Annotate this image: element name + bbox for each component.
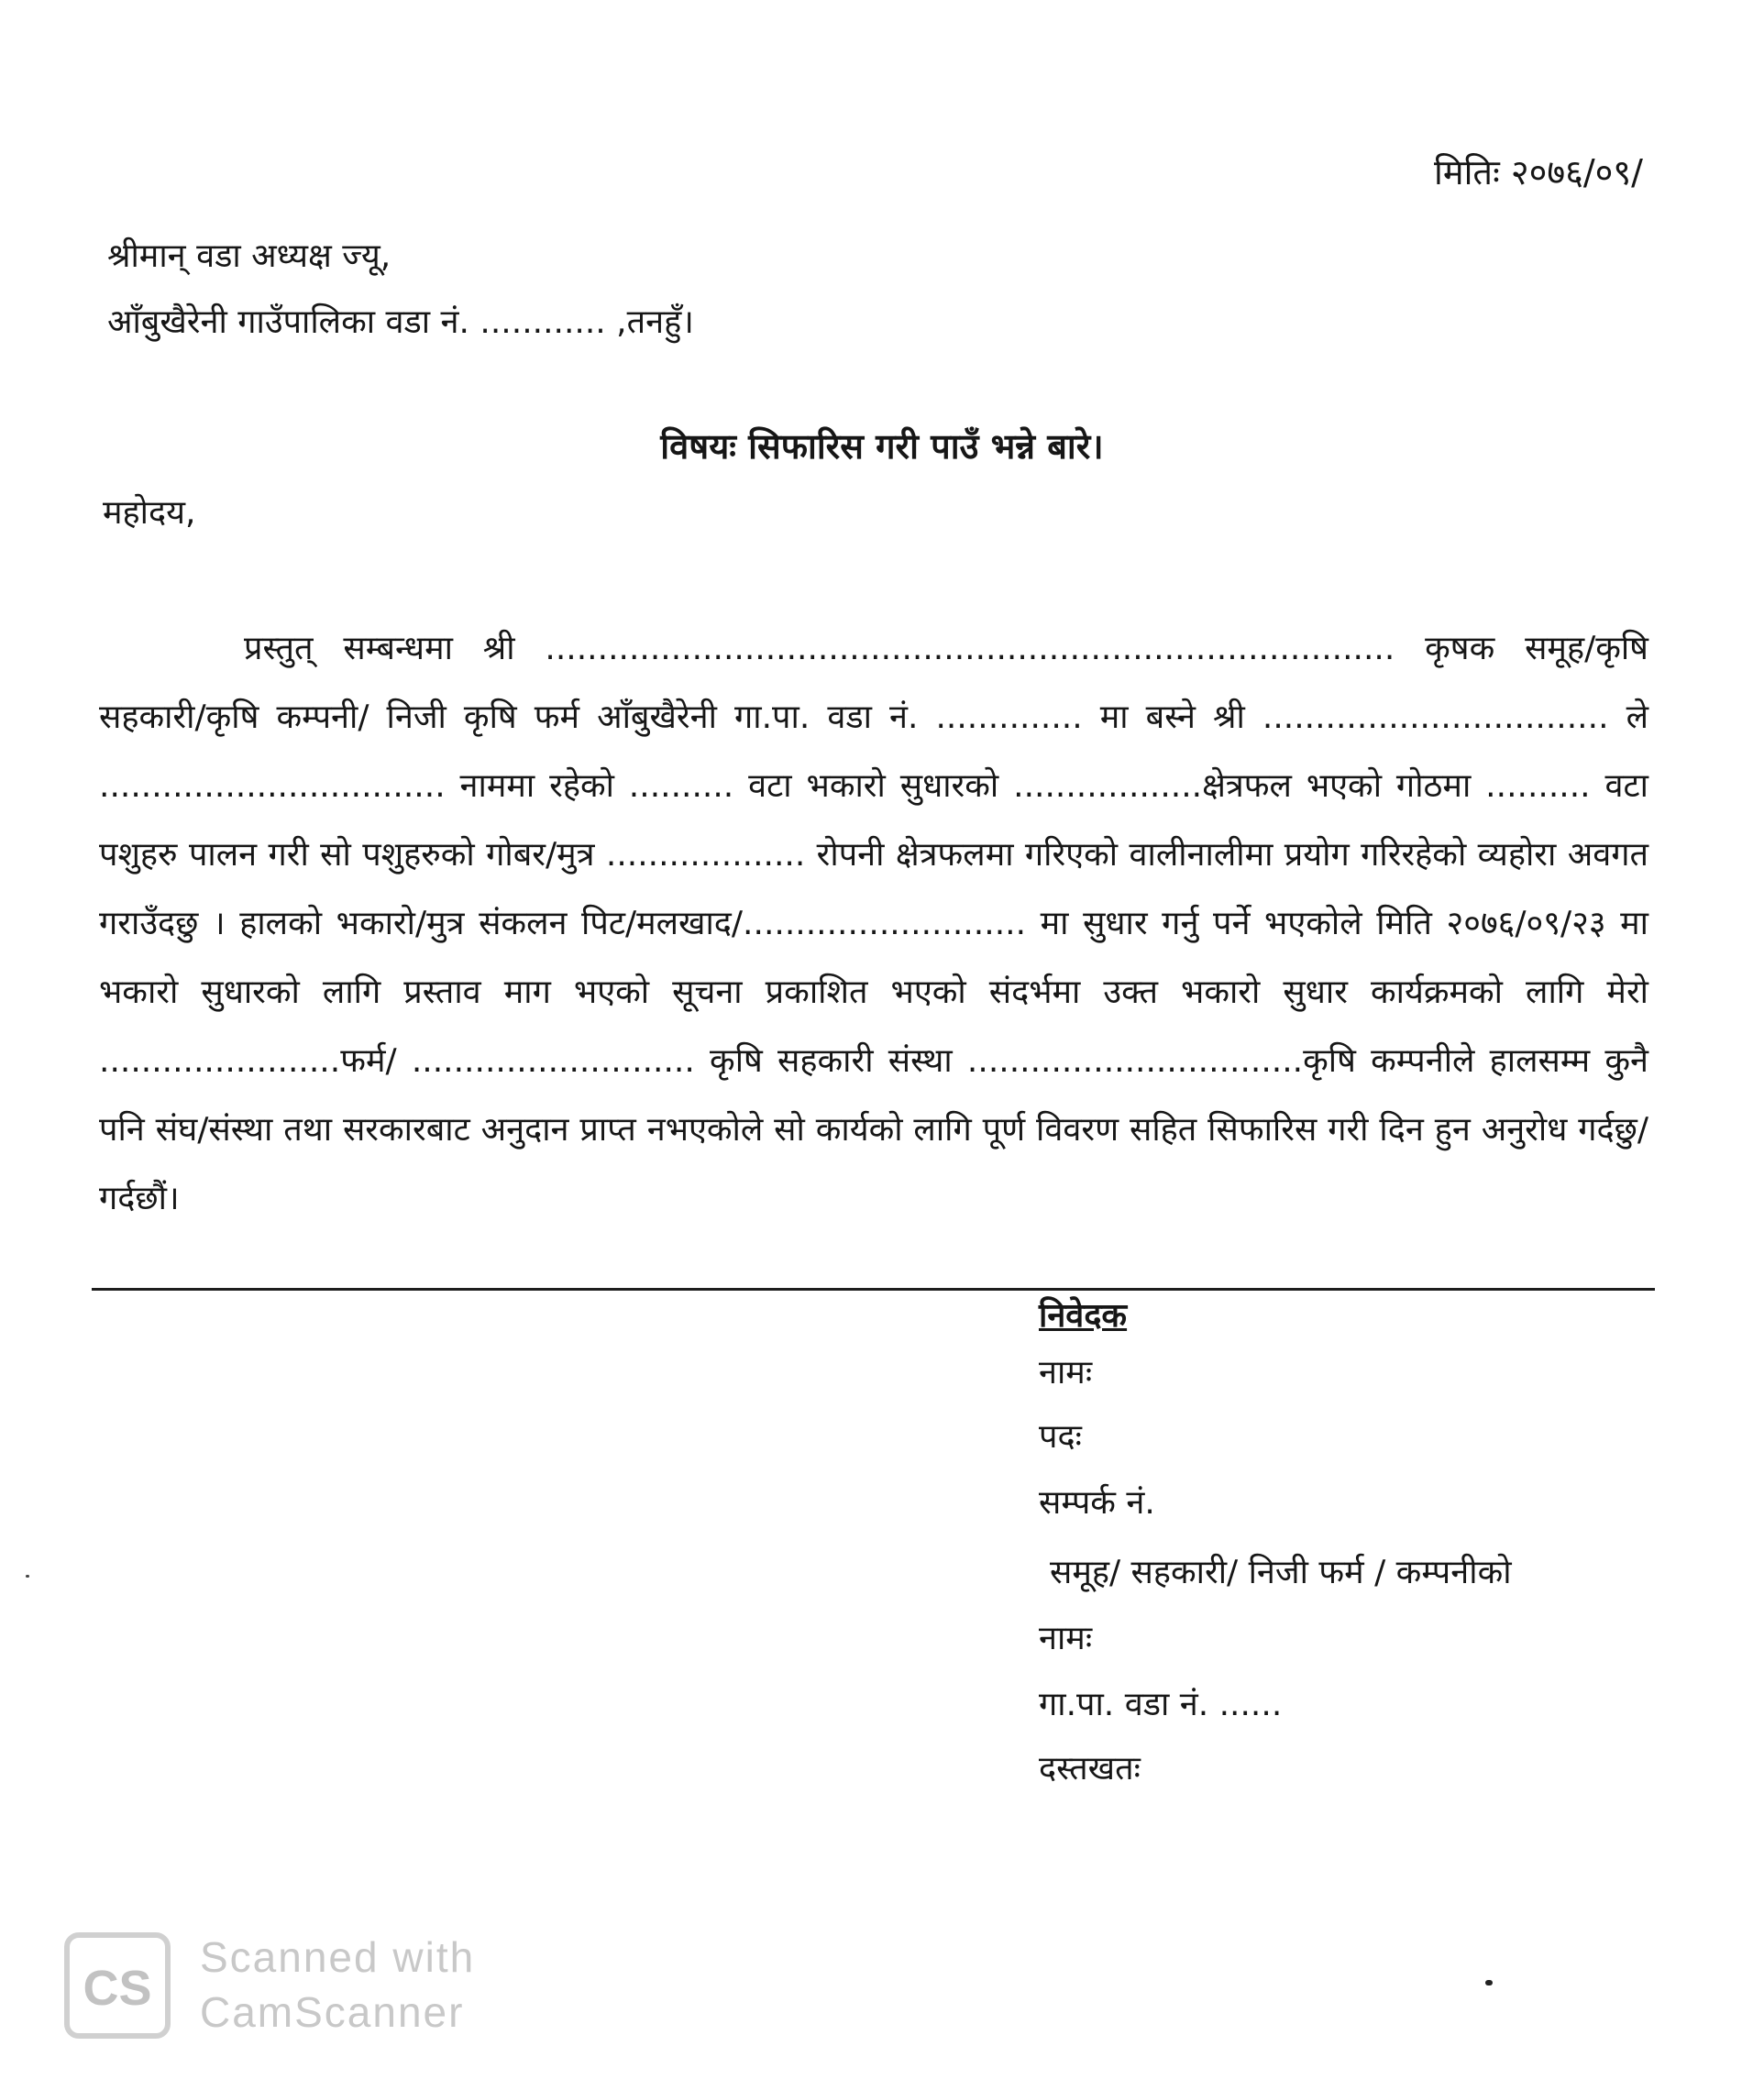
divider-line	[92, 1288, 1655, 1291]
applicant-heading: निवेदक	[1039, 1297, 1128, 1335]
camscanner-logo-text: CS	[83, 1961, 152, 2016]
camscanner-logo	[64, 1932, 171, 2039]
applicant-name-label: नामः	[1039, 1354, 1093, 1392]
salutation: महोदय,	[103, 494, 196, 532]
scan-speck	[26, 1575, 29, 1578]
applicant-contact-label: सम्पर्क नं.	[1039, 1484, 1155, 1522]
letter-body	[99, 614, 1648, 1233]
watermark-line-2: CamScanner	[200, 1988, 465, 2036]
scan-speck	[1485, 1980, 1493, 1986]
organization-label: समूह/ सहकारी/ निजी फर्म / कम्पनीको	[1050, 1554, 1512, 1591]
body-paragraph: प्रस्तुत् सम्बन्धमा श्री ................................................................................. कृषक समूह/कृषि सहकारी/कृषि कम्पनी/ निजी कृषि फर्म आँबुखैरेनी गा.पा. वडा नं. .............. मा बस्ने श्री ................................. ले ................................. नाममा रहेको .......... वटा भकारो सुधारको ..................क्षेत्रफल भएको गोठमा .......... वटा पशुहरु पालन गरी सो पशुहरुको गोबर/मुत्र ................... रोपनी क्षेत्रफलमा गरिएको वालीनालीमा प्रयोग गरिरहेको व्यहोरा अवगत गराउँदछु । हालको भकारो/मुत्र संकलन पिट/मलखाद/........................... मा सुधार गर्नु पर्ने भएकोले मिति २०७६/०९/२३ मा भकारो सुधारको लागि प्रस्ताव माग भएको सूचना प्रकाशित भएको संदर्भमा उक्त भकारो सुधार कार्यक्रमको लागि मेरो .......................फर्म/ ........................... कृषि सहकारी संस्था ................................कृषि कम्पनीले हालसम्म कुनै पनि संघ/संस्था तथा सरकारबाट अनुदान प्राप्त नभएकोले सो कार्यको लागि पूर्ण विवरण सहित सिफारिस गरी दिन हुन अनुरोध गर्दछु/गर्दछौं।	[99, 630, 1648, 1217]
addressee-line-1: श्रीमान् वडा अध्यक्ष ज्यू,	[107, 237, 391, 275]
addressee-line-2: आँबुखैरेनी गाउँपालिका वडा नं. ............ ,तनहुँ।	[107, 303, 694, 341]
letter-subject: विषयः सिफारिस गरी पाउँ भन्ने बारे।	[660, 426, 1104, 467]
ward-number-label: गा.पा. वडा नं. ......	[1039, 1686, 1283, 1723]
letter-date: मितिः २०७६/०९/	[1434, 152, 1643, 192]
watermark-line-1: Scanned with	[200, 1933, 476, 1981]
applicant-post-label: पदः	[1039, 1418, 1082, 1456]
signature-label: दस्तखतः	[1039, 1750, 1141, 1788]
organization-name-label: नामः	[1039, 1620, 1093, 1657]
